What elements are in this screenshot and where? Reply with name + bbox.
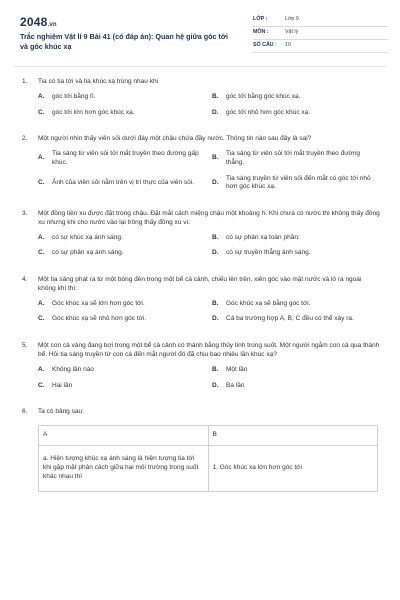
meta-key: SỐ CÂU : [253, 42, 277, 49]
option-text: Góc khúc xạ sẽ lớn hơn góc tới. [52, 299, 145, 307]
question-text: Một con cá vàng đang bơi trong một bể cá cảnh có thành bằng thủy tinh trong suốt. Một người ngắm con cá qua thành bể. Hỏi tia sáng truyền từ con cá đến mắt người đó đã chịu bao nhiêu lần khúc xạ? [38, 342, 380, 359]
option-letter: C. [38, 315, 45, 323]
meta-row-count [253, 40, 388, 53]
meta-value: Lớp 9 [285, 16, 299, 23]
option-a[interactable] [38, 234, 212, 243]
option-letter: A. [38, 365, 45, 373]
question-text: Một tia sáng phát ra từ một bóng đèn trong một bể cá cảnh, chiếu lên trên, xiên góc vào mặt nước và ló ra ngoài không khí thì: [38, 276, 362, 292]
option-d[interactable] [212, 249, 386, 258]
option-letter: C. [38, 249, 45, 257]
option-b[interactable] [212, 234, 386, 243]
question-number: 4. [22, 276, 28, 284]
option-d[interactable] [212, 175, 386, 193]
question-stem [14, 78, 386, 87]
option-text: có sự khúc xạ ánh sáng. [52, 233, 123, 241]
page-title: Trắc nghiệm Vật lí 9 Bài 41 (có đáp án): Quan hệ giữa góc tới và góc khúc xạ [20, 32, 229, 52]
option-d[interactable] [212, 109, 386, 118]
options [14, 366, 386, 398]
meta-value: Vật lý [285, 29, 299, 36]
table-cell: a. Hiện tượng khúc xạ ánh sáng là hiện tượng tia tới khi gặp mặt phân cách giữa hai môi trường trong suốt khác nhau thì [39, 445, 209, 491]
meta-row-class [253, 14, 388, 27]
table-header-row [39, 426, 378, 446]
option-d[interactable] [212, 382, 386, 391]
question-3 [14, 210, 386, 265]
option-letter: A. [38, 92, 45, 100]
option-letter: B. [212, 154, 219, 162]
options [14, 150, 386, 199]
option-text: Tia sáng từ viên sỏi tới mắt truyền theo đường thẳng. [226, 150, 361, 166]
option-text: Góc khúc xạ sẽ bằng góc tới. [226, 299, 311, 307]
site-logo[interactable] [20, 14, 57, 30]
option-a[interactable] [38, 93, 212, 102]
option-letter: B. [212, 233, 219, 241]
logo-main: 2048 [20, 15, 48, 29]
option-c[interactable] [38, 249, 212, 258]
meta-info [253, 14, 388, 53]
option-a[interactable] [38, 366, 212, 375]
table-cell: B [208, 426, 378, 446]
table-row [39, 445, 378, 491]
option-a[interactable] [38, 150, 212, 168]
option-b[interactable] [212, 93, 386, 102]
question-number: 3. [22, 210, 28, 218]
logo-suffix: .vn [47, 22, 57, 28]
options [14, 234, 386, 266]
question-number: 1. [22, 78, 28, 85]
option-text: có sự phản xạ ánh sáng. [52, 249, 124, 257]
option-letter: B. [212, 92, 219, 100]
question-number: 5. [22, 342, 28, 350]
option-text: Hai lần [52, 381, 73, 389]
option-text: Ba lần [226, 381, 245, 389]
question-text: Ta có bảng sau: [38, 408, 84, 416]
question-2 [14, 135, 386, 199]
option-letter: D. [212, 178, 219, 186]
option-letter: C. [38, 178, 45, 186]
option-text: góc tới bằng 0. [52, 92, 96, 100]
question-number: 6. [22, 408, 28, 416]
options [14, 93, 386, 125]
option-letter: B. [212, 365, 219, 373]
option-text: Tia sáng truyền từ viên sỏi đến mắt có góc tới nhỏ hơn góc khúc xạ. [226, 174, 371, 191]
options [14, 300, 386, 332]
option-b[interactable] [212, 150, 386, 168]
option-c[interactable] [38, 315, 212, 324]
question-stem [14, 276, 386, 294]
question-stem [14, 210, 386, 228]
option-letter: D. [212, 381, 219, 389]
question-stem [14, 342, 386, 360]
question-number: 2. [22, 135, 28, 143]
question-text: Một người nhìn thấy viên sỏi dưới đáy một chậu chứa đầy nước. Thông tin nào sau đây là sai? [38, 135, 312, 143]
option-text: Không lần nào [52, 365, 94, 373]
option-d[interactable] [212, 315, 386, 324]
question-stem [14, 408, 386, 417]
option-c[interactable] [38, 175, 212, 193]
option-b[interactable] [212, 366, 386, 375]
option-text: góc tới nhỏ hơn góc khúc xạ. [226, 108, 311, 116]
option-text: Ảnh của viên sỏi nằm trên vị trí thực của viên sỏi. [52, 178, 195, 186]
option-text: Cả ba trường hợp A, B, C đều có thể xảy ra. [226, 315, 354, 323]
meta-key: LỚP : [253, 16, 268, 23]
meta-key: MÔN : [253, 29, 269, 36]
option-letter: C. [38, 108, 45, 116]
option-letter: D. [212, 249, 219, 257]
option-letter: A. [38, 154, 45, 162]
question-6 [14, 408, 386, 492]
option-letter: B. [212, 299, 219, 307]
option-text: Một lần [226, 365, 248, 373]
table-cell: A [39, 426, 209, 446]
option-a[interactable] [38, 300, 212, 309]
question-text: Tia có tia tới và tia khúc xạ trùng nhau khi [38, 78, 158, 85]
question-text: Một đồng tiền xu được đặt trong chậu. Đặt mắt cách miệng chậu một khoảng h. Khi chưa có nước thì không thấy đồng xu nhưng khi cho nước vào lại trông thấy đồng xu vì: [38, 210, 380, 226]
matching-table [38, 425, 378, 492]
page-header [20, 14, 388, 60]
option-b[interactable] [212, 300, 386, 309]
option-text: có sự phản xạ toàn phần. [226, 233, 300, 241]
question-stem [14, 135, 386, 144]
question-1 [14, 78, 386, 124]
option-text: góc tới bằng góc khúc xạ. [226, 92, 301, 100]
option-text: có sự truyền thẳng ánh sáng. [226, 249, 311, 257]
option-letter: D. [212, 108, 219, 116]
meta-value: 10 [285, 42, 291, 49]
meta-row-subject [253, 27, 388, 40]
option-c[interactable] [38, 382, 212, 391]
option-c[interactable] [38, 109, 212, 118]
option-letter: A. [38, 299, 45, 307]
option-text: Tia sáng từ viên sỏi tới mắt truyền theo đường gấp khúc. [52, 150, 199, 166]
option-text: Góc khúc xạ sẽ nhỏ hơn góc tới. [52, 315, 147, 323]
option-letter: A. [38, 233, 45, 241]
option-letter: D. [212, 315, 219, 323]
header-divider [14, 66, 386, 67]
question-4 [14, 276, 386, 331]
option-text: góc tới lớn hơn góc khúc xạ. [52, 108, 135, 116]
question-list [14, 78, 386, 503]
option-letter: C. [38, 381, 45, 389]
table-cell: 1. Góc khúc xạ lớn hơn góc tới [208, 445, 378, 491]
question-5 [14, 342, 386, 397]
